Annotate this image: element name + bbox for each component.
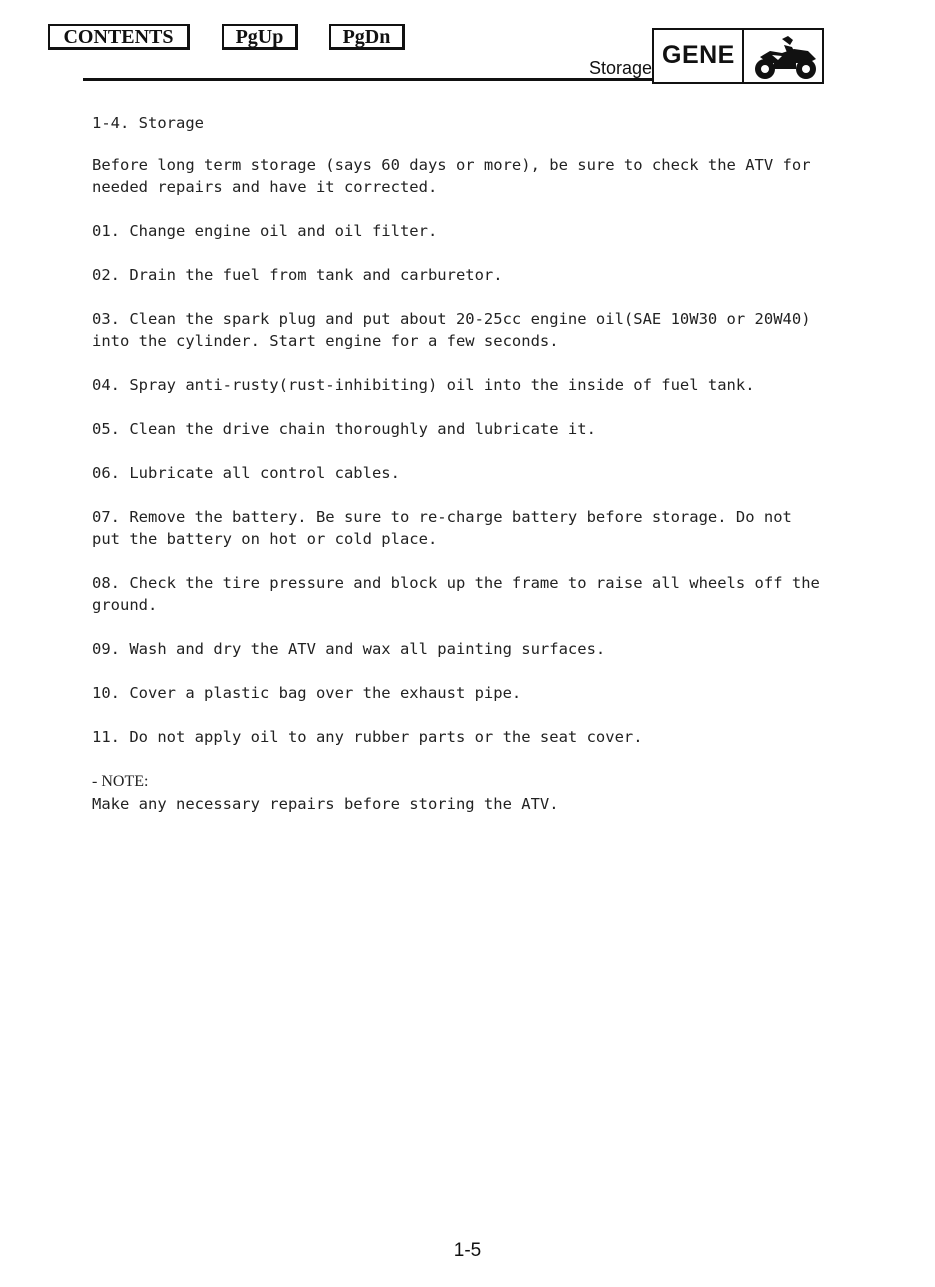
section-title: Storage	[588, 58, 652, 78]
step-item: 04. Spray anti-rusty(rust-inhibiting) oil into the inside of fuel tank.	[92, 376, 755, 394]
step-item: 02. Drain the fuel from tank and carburetor.	[92, 266, 503, 284]
step-item: 03. Clean the spark plug and put about 20-25cc engine oil(SAE 10W30 or 20W40) into the cylinder. Start engine for a few seconds.	[92, 310, 811, 350]
storage-content	[92, 112, 827, 815]
step-item: 10. Cover a plastic bag over the exhaust pipe.	[92, 684, 522, 702]
intro-paragraph: Before long term storage (says 60 days or more), be sure to check the ATV for needed repairs and have it corrected.	[92, 156, 811, 196]
step-item: 05. Clean the drive chain thoroughly and lubricate it.	[92, 420, 596, 438]
chapter-tag	[652, 28, 824, 84]
chapter-tag-divider	[742, 30, 744, 82]
section-heading: 1-4. Storage	[92, 114, 204, 132]
step-item: 07. Remove the battery. Be sure to re-charge battery before storage. Do not put the battery on hot or cold place.	[92, 508, 792, 548]
atv-icon	[748, 33, 822, 81]
chapter-label: GENE	[662, 41, 735, 69]
step-item: 08. Check the tire pressure and block up the frame to raise all wheels off the ground.	[92, 574, 820, 614]
page-number: 1-5	[453, 1240, 482, 1261]
step-item: 06. Lubricate all control cables.	[92, 464, 400, 482]
note-text: Make any necessary repairs before storing the ATV.	[92, 795, 559, 813]
page-up-button[interactable]: PgUp	[222, 24, 298, 50]
step-item: 09. Wash and dry the ATV and wax all painting surfaces.	[92, 640, 606, 658]
contents-button[interactable]: CONTENTS	[48, 24, 190, 50]
step-item: 01. Change engine oil and oil filter.	[92, 222, 438, 240]
header-rule	[83, 78, 653, 81]
note-block	[92, 770, 827, 815]
note-label: - NOTE:	[92, 773, 149, 790]
page-down-button[interactable]: PgDn	[329, 24, 405, 50]
step-item: 11. Do not apply oil to any rubber parts or the seat cover.	[92, 728, 643, 746]
